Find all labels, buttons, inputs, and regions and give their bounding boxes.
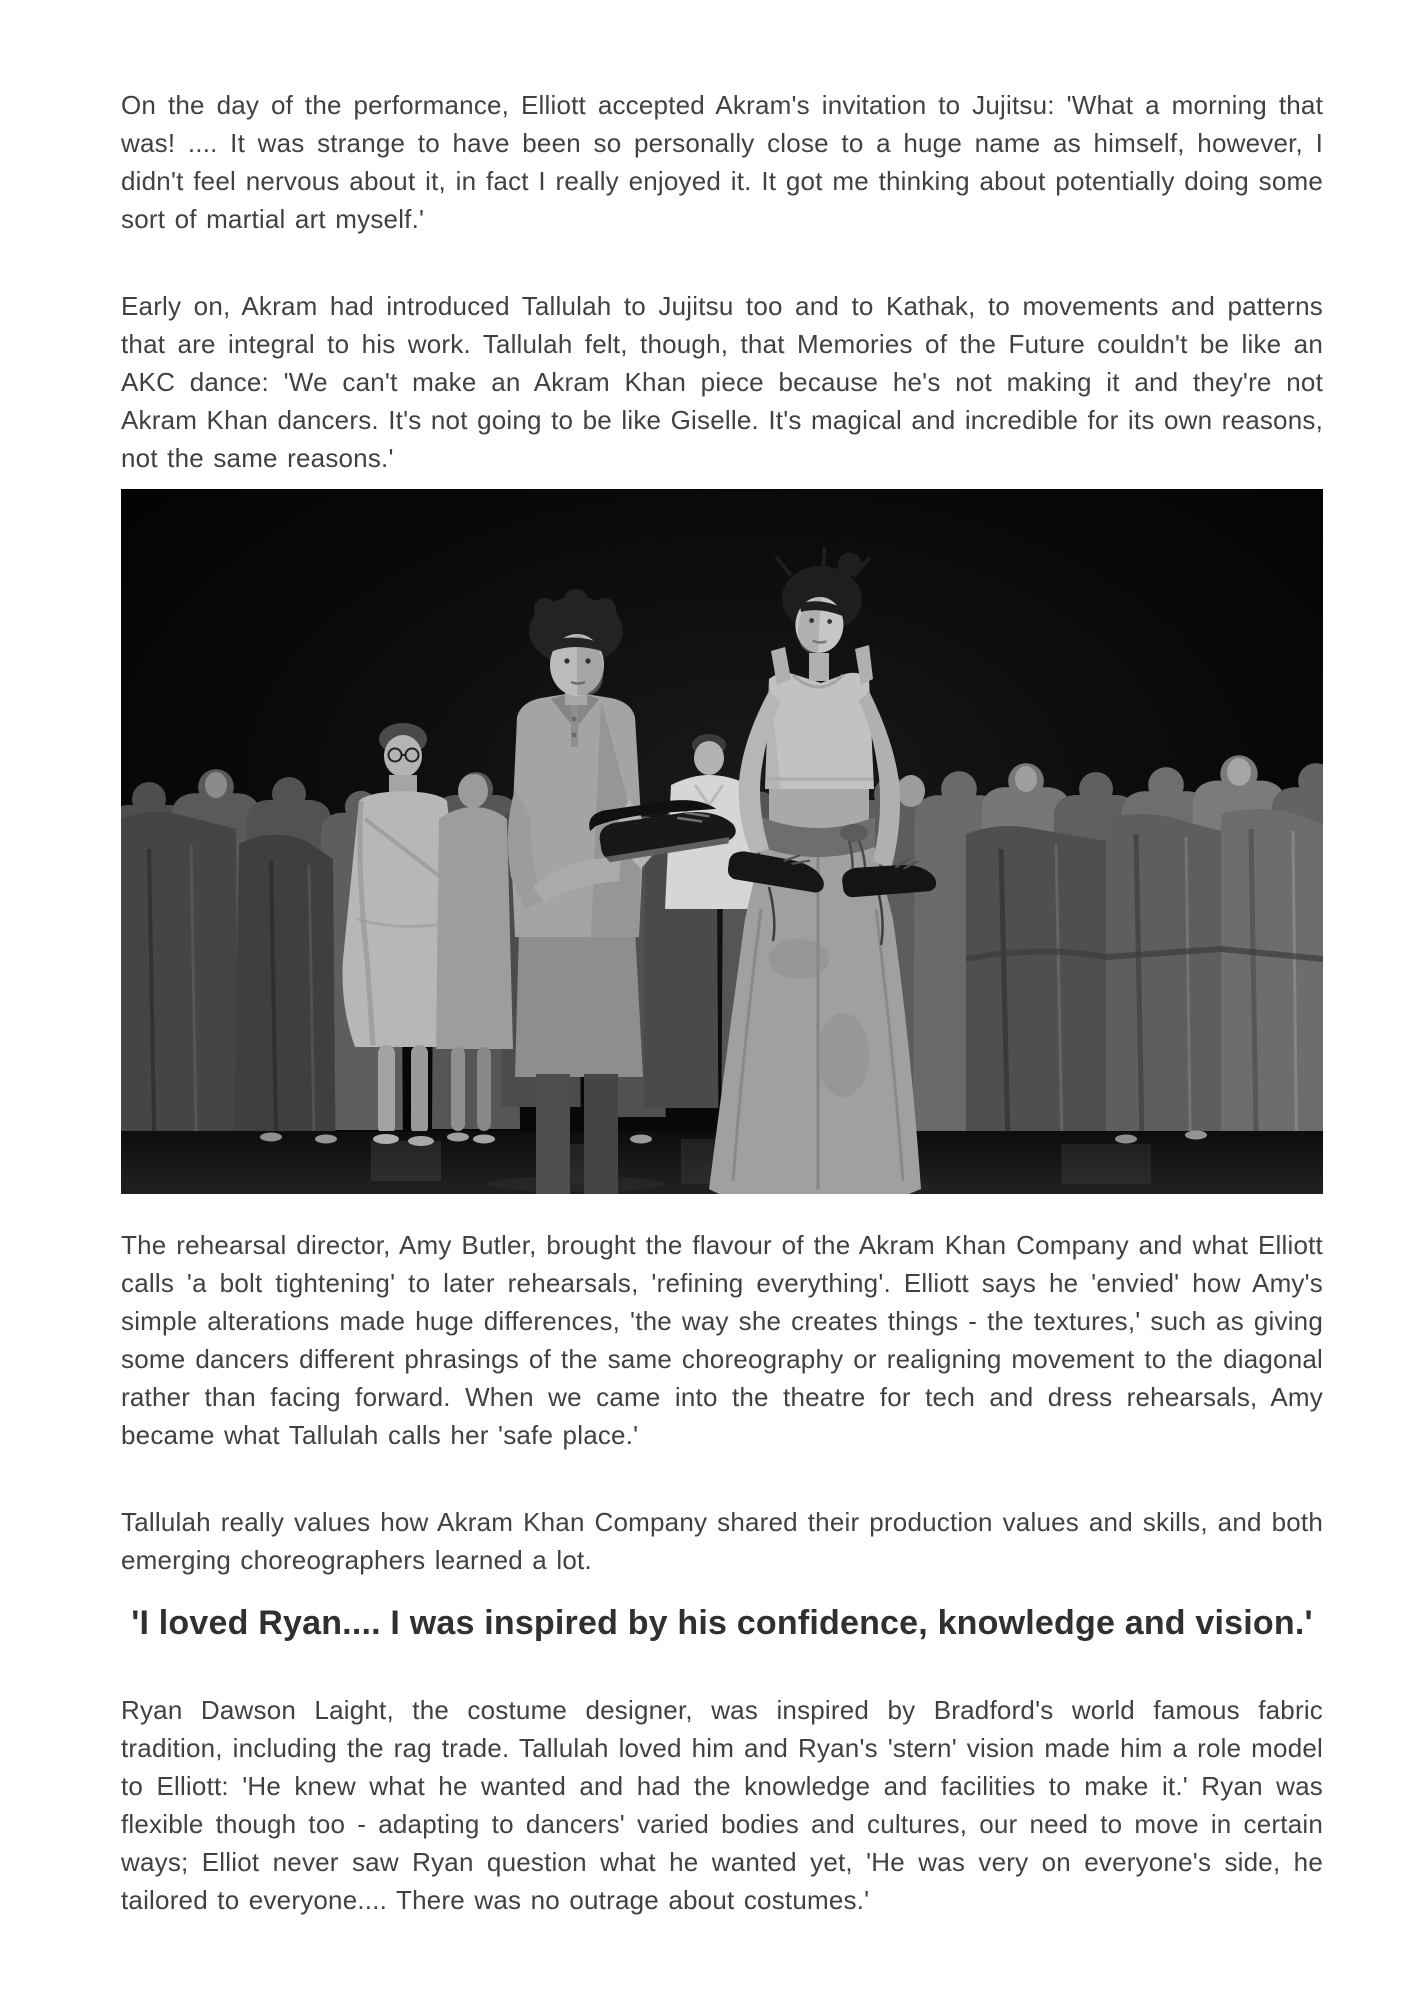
paragraph-jujitsu: On the day of the performance, Elliott accepted Akram's invitation to Jujitsu: 'What a morning that was! .... It was strange to have been so personally close to a huge name as himself, however, I didn't feel nervous about it, in fact I really enjoyed it. It got me thinking about potentially doing some sort of martial art myself.' — [121, 90, 1323, 234]
paragraph-production-values: Tallulah really values how Akram Khan Company shared their production values and skills, and both emerging choreographers learned a lot. — [121, 1507, 1323, 1575]
performance-photo-illustration — [121, 489, 1323, 1194]
article-page — [121, 0, 1323, 1919]
pull-quote-ryan: 'I loved Ryan.... I was inspired by his confidence, knowledge and vision.' — [131, 1604, 1313, 1642]
paragraph-ryan-dawson-laight: Ryan Dawson Laight, the costume designer, was inspired by Bradford's world famous fabric tradition, including the rag trade. Tallulah loved him and Ryan's 'stern' vision made him a role model to Elliott: 'He knew what he wanted and had the knowledge and facilities to make it.' Ryan was flexible though too - adapting to dancers' varied bodies and cultures, our need to move in certain ways; Elliot never saw Ryan question what he wanted yet, 'He was very on everyone's side, he tailored to everyone.... There was no outrage about costumes.' — [121, 1695, 1323, 1915]
paragraph-amy-butler: The rehearsal director, Amy Butler, brought the flavour of the Akram Khan Company and what Elliott calls 'a bolt tightening' to later rehearsals, 'refining everything'. Elliott says he 'envied' how Amy's simple alterations made huge differences, 'the way she creates things - the textures,' such as giving some dancers different phrasings of the same choreography or realigning movement to the diagonal rather than facing forward. When we came into the theatre for tech and dress rehearsals, Amy became what Tallulah calls her 'safe place.' — [121, 1230, 1323, 1450]
paragraph-kathak: Early on, Akram had introduced Tallulah to Jujitsu too and to Kathak, to movements and patterns that are integral to his work. Tallulah felt, though, that Memories of the Future couldn't be like an AKC dance: 'We can't make an Akram Khan piece because he's not making it and they're not Akram Khan dancers. It's not going to be like Giselle. It's magical and incredible for its own reasons, not the same reasons.' — [121, 291, 1323, 473]
performance-photo — [121, 489, 1323, 1194]
